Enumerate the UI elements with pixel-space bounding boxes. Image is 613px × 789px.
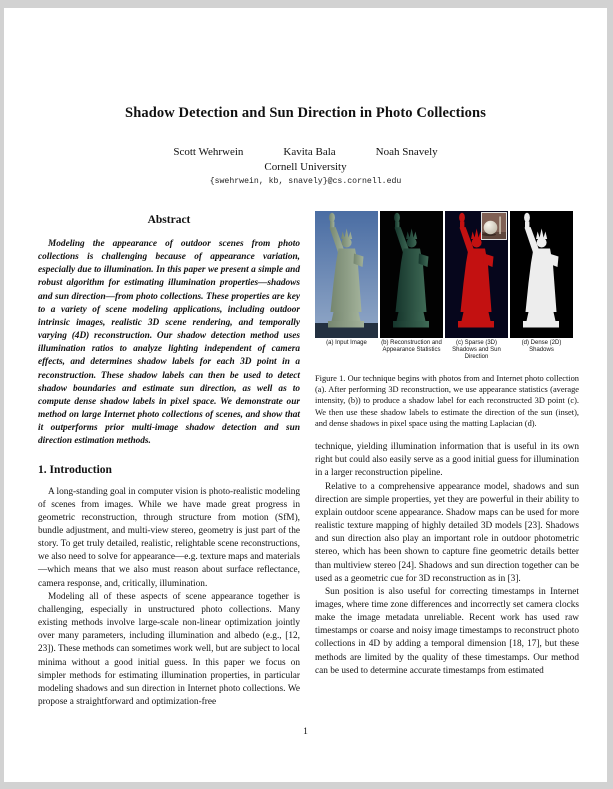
figure-panel-input-image (315, 211, 378, 338)
figure-1-panel-captions (315, 340, 579, 362)
section-heading-introduction: 1. Introduction (38, 463, 112, 476)
author-name: Noah Snavely (375, 146, 438, 158)
sun-direction-inset (482, 213, 507, 240)
author-list (4, 146, 607, 158)
author-name: Kavita Bala (283, 146, 336, 158)
sun-sphere-icon (484, 221, 498, 235)
panel-caption-a: (a) Input Image (326, 340, 367, 346)
author-name: Scott Wehrwein (173, 146, 244, 158)
abstract-body (38, 238, 300, 449)
figure-panel-sparse-shadows (445, 211, 508, 338)
panel-caption-b: (b) Reconstruction and Appearance Statistics (381, 340, 442, 354)
panel-caption-c: (c) Sparse (3D) Shadows and Sun Direction (452, 340, 501, 361)
gnomon-pole-icon (499, 217, 501, 235)
intro-paragraph-1: A long-standing goal in computer vision is photo-realistic modeling of scenes from images. While we have made great progress in geometric reconstruction, through structure from motion (SfM), bundle adjustment, and multi-view stereo, geometry is just part of the story. To get truly detailed, realistic, relightable scene reconstructions, we also need to solve for appearance—e.g. texture maps and materials—which means that we also must reason about surface reflectance, camera response, and, critically, illumination. (38, 486, 301, 589)
abstract-heading: Abstract (147, 214, 191, 226)
right-paragraph-1: technique, yielding illumination information that is useful in its own right but could also easily serve as a good initial guess for illumination in a larger reconstruction pipeline. (315, 442, 579, 479)
panel-caption-d: (d) Dense (2D) Shadows (521, 340, 562, 354)
right-paragraph-2: Relative to a comprehensive appearance model, shadows and sun direction are simple properties, yet they are powerful in their ability to explain outdoor scene appearance. Shadow maps can be used for more realistic texture mapping of highly detailed 3D models [23]. Shadows and sun direction also play an important role in outdoor photometric stereo, which has been shown to capture fine geometric details better than multiview stereo [24]. Shadows and sun direction together can be used as a geometric cue for 3D reconstruction as in [3]. (315, 481, 579, 584)
author-emails: {swehrwein, kb, snavely}@cs.cornell.edu (209, 177, 402, 186)
affiliation: Cornell University (264, 161, 347, 173)
abstract-text: Modeling the appearance of outdoor scenes from photo collections is challenging because of appearance variation, especially due to illumination. In this paper we present a simple and robust algorithm for estimating illumination properties—shadows and sun direction—from photo collections. These properties are key to a variety of scene modeling applications, including outdoor intrinsic images, realistic 3D scene rendering, and temporally varying (4D) reconstruction. Our shadow detection method uses illumination ratios to analyze lighting independent of camera effects, and determines shadow labels for each 3D point in a reconstruction. These shadow labels can then be used to detect shadow boundaries and estimate sun direction, as well as to compute dense shadow labels in pixel space. We demonstrate our method on large Internet photo collections of scenes, and show that it outperforms prior multi-image shadow detection and sun direction estimation methods. (38, 239, 300, 447)
intro-paragraph-2: Modeling all of these aspects of scene appearance together is challenging, especially in unstructured photo collections. Many existing methods involve large-scale non-linear optimization jointly over many parameters, including illumination and albedo (e.g., [12, 23]). These methods can sometimes work well, but are subject to local minima without a good initial guess. In this paper we focus on simpler methods for estimating illumination properties, in particular modeling shadows and sun direction in Internet photo collections. We propose a straightforward and optimization-free (38, 591, 300, 707)
figure-1-panels (315, 211, 579, 338)
figure-panel-dense-shadows (510, 211, 573, 338)
right-column (315, 211, 579, 678)
statue-dense-shadow-illustration (510, 211, 573, 338)
page-number: 1 (303, 727, 308, 737)
statue-reconstruction-illustration (380, 211, 443, 338)
figure-panel-reconstruction (380, 211, 443, 338)
right-paragraph-3: Sun position is also useful for correcting timestamps in Internet images, where time zone differences and incorrectly set camera clocks make the image metadata unreliable. Recent work has used raw timestamps or coarse and noisy image timestamps to reconstruct photo collections in 4D by adding a temporal dimension [18, 17], but these methods are limited by the quality of these timestamps. Our method can be used to determine accurate timestamps from estimated (315, 586, 579, 676)
statue-sparse-shadow-illustration (445, 211, 508, 338)
paper-page (4, 8, 607, 782)
figure-1-caption: Figure 1. Our technique begins with photos from and Internet photo collection (a). After performing 3D reconstruction, we use appearance statistics (average intensity, (b)) to produce a shadow label for each reconstructed 3D point (c). We then use these shadow labels to estimate the direction of the sun (inset), and dense shadows in pixel space using the matting Laplacian (d). (315, 373, 579, 428)
left-column (38, 214, 300, 709)
paper-title: Shadow Detection and Sun Direction in Photo Collections (125, 105, 486, 121)
statue-photo-illustration (315, 211, 378, 338)
